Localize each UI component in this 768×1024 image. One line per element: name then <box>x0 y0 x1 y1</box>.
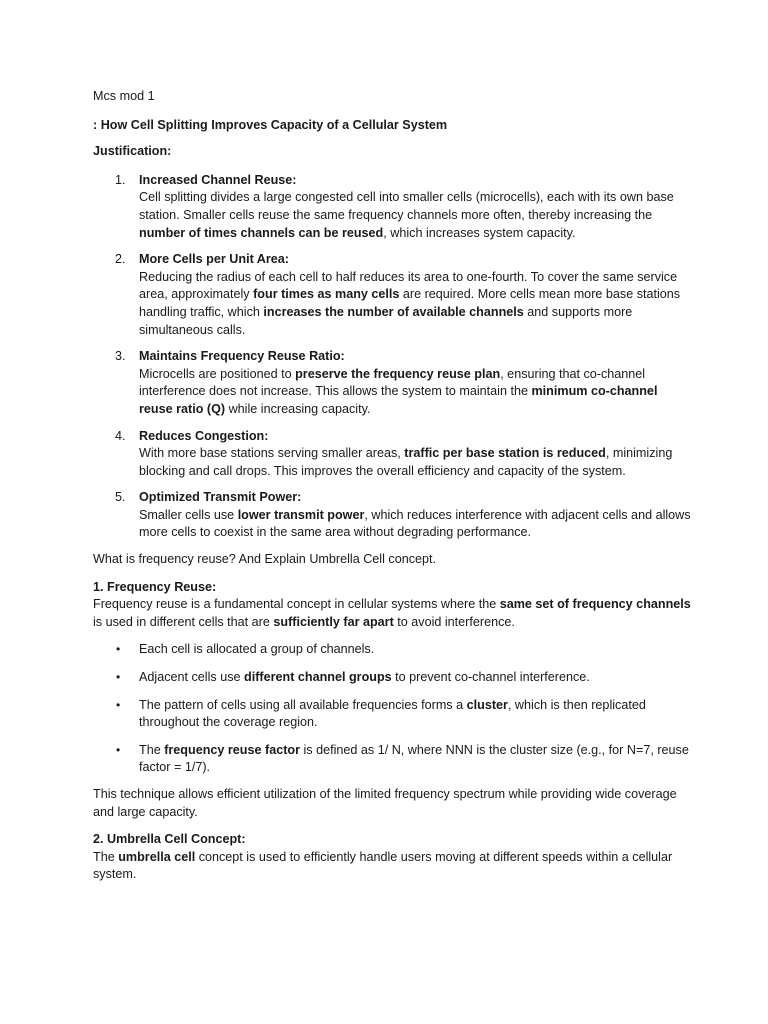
bullet-item <box>93 641 693 659</box>
item-title: Optimized Transmit Power: <box>139 490 302 505</box>
item-text: , ensuring that co-channel interference does not increase. This allows the system to maintain the <box>139 366 646 399</box>
bullet-symbol: • <box>116 697 121 712</box>
item-title: Reduces Congestion: <box>139 428 269 443</box>
bullet-text: to prevent co-channel interference. <box>391 670 590 685</box>
question-2: What is frequency reuse? And Explain Umbrella Cell concept. <box>93 552 437 567</box>
item-title: More Cells per Unit Area: <box>139 252 289 267</box>
justification-label: Justification: <box>93 144 172 159</box>
item-bold-text: increases the number of available channels <box>263 304 524 319</box>
intro-bold-text: umbrella cell <box>118 849 196 864</box>
frequency-reuse-intro <box>93 596 693 631</box>
intro-text: is used in different cells that are <box>93 614 274 629</box>
intro-text: to avoid interference. <box>393 614 515 629</box>
justification-item <box>93 428 693 481</box>
frequency-reuse-bullets <box>93 641 693 777</box>
bullet-symbol: • <box>116 742 121 757</box>
bullet-symbol: • <box>116 670 121 685</box>
item-number: 5. <box>115 490 126 505</box>
bullet-item <box>93 697 693 732</box>
item-bold-text: lower transmit power <box>237 507 365 522</box>
justification-item <box>93 489 693 542</box>
item-text: Cell splitting divides a large congested cell into smaller cells (microcells), each with its own base station. Smaller cells reuse the same frequency channels more often, thereby increasing the <box>139 190 674 222</box>
umbrella-cell-heading: 2. Umbrella Cell Concept: <box>93 832 246 847</box>
justification-item <box>93 172 693 242</box>
bullet-bold-text: frequency reuse factor <box>164 742 300 757</box>
intro-text: concept is used to efficiently handle users moving at different speeds within a cellular system. <box>93 849 673 882</box>
item-title: Maintains Frequency Reuse Ratio: <box>139 349 345 364</box>
question-1-heading: : How Cell Splitting Improves Capacity of a Cellular System <box>93 117 448 132</box>
intro-text: The <box>93 849 119 864</box>
intro-text: Frequency reuse is a fundamental concept in cellular systems where the <box>93 597 500 612</box>
item-text: , which reduces interference with adjacent cells and allows more cells to coexist in the same area without degrading performance. <box>139 507 691 540</box>
item-text: while increasing capacity. <box>225 401 371 416</box>
item-text: and supports more simultaneous calls. <box>139 304 633 337</box>
bullet-text: The <box>139 742 165 757</box>
item-text: Reducing the radius of each cell to half reduces its area to one-fourth. To cover the same service area, approximately <box>139 269 678 302</box>
frequency-reuse-heading: 1. Frequency Reuse: <box>93 579 217 594</box>
item-number: 4. <box>115 428 126 443</box>
item-body <box>139 507 693 542</box>
bullet-text: is defined as 1/ N, where NNN is the cluster size (e.g., for N=7, reuse factor = 1/7). <box>139 742 689 775</box>
item-bold-text: traffic per base station is reduced <box>404 446 606 461</box>
item-bold-text: preserve the frequency reuse plan <box>295 366 501 381</box>
bullet-item <box>93 669 693 687</box>
bullet-bold-text: different channel groups <box>244 670 392 685</box>
bullet-text: , which is then replicated throughout the coverage region. <box>139 697 646 730</box>
justification-list <box>93 172 693 542</box>
frequency-reuse-conclusion: This technique allows efficient utilization of the limited frequency spectrum while providing wide coverage and large capacity. <box>93 787 677 819</box>
item-number: 1. <box>115 172 126 187</box>
item-text: , which increases system capacity. <box>383 225 576 240</box>
umbrella-cell-intro <box>93 849 693 884</box>
item-body <box>139 366 693 419</box>
item-text: With more base stations serving smaller areas, <box>139 446 405 461</box>
item-text: Smaller cells use <box>139 507 238 522</box>
item-body <box>139 445 693 480</box>
justification-item <box>93 251 693 339</box>
item-number: 2. <box>115 252 126 267</box>
item-bold-text: minimum co-channel reuse ratio (Q) <box>139 384 658 416</box>
justification-item <box>93 348 693 418</box>
doc-title: Mcs mod 1 <box>93 89 155 103</box>
bullet-text: The pattern of cells using all available frequencies forms a <box>139 697 467 712</box>
item-number: 3. <box>115 349 126 364</box>
item-text: Microcells are positioned to <box>139 366 296 381</box>
item-body <box>139 269 693 339</box>
item-text: , minimizing blocking and call drops. This improves the overall efficiency and capacity of the system. <box>139 446 673 478</box>
bullet-bold-text: cluster <box>466 697 508 712</box>
bullet-item <box>93 742 693 777</box>
bullet-symbol: • <box>116 642 121 657</box>
document-content <box>93 88 693 884</box>
intro-bold-text: same set of frequency channels <box>499 597 691 612</box>
bullet-text: Adjacent cells use <box>139 670 245 685</box>
item-bold-text: four times as many cells <box>253 287 400 302</box>
item-text: are required. More cells mean more base stations handling traffic, which <box>139 287 681 319</box>
intro-bold-text: sufficiently far apart <box>273 614 394 629</box>
bullet-text: Each cell is allocated a group of channels. <box>139 642 375 657</box>
item-title: Increased Channel Reuse: <box>139 172 297 187</box>
item-body <box>139 189 693 242</box>
item-bold-text: number of times channels can be reused <box>139 225 384 240</box>
